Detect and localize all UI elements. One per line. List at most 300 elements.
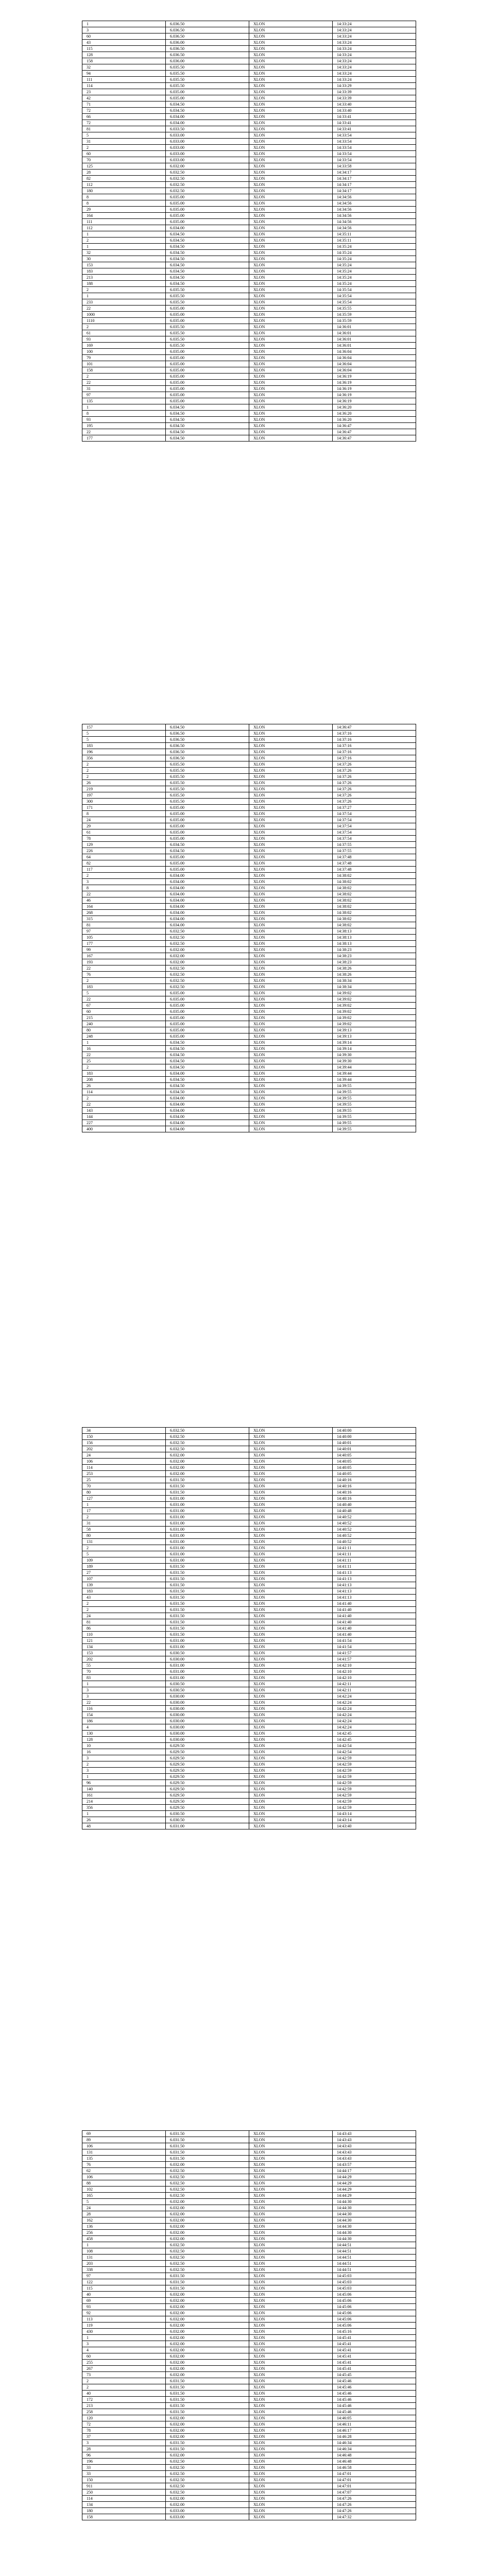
price-cell: 6.035.00 — [166, 1003, 249, 1009]
table-row — [82, 2211, 416, 2217]
volume-cell: 28 — [82, 170, 166, 176]
price-cell: 6.034.50 — [166, 244, 249, 250]
volume-cell: 22 — [82, 996, 166, 1003]
price-cell: 6.035.00 — [166, 867, 249, 873]
venue-cell: XLON — [249, 95, 333, 101]
table-row — [82, 2508, 416, 2514]
price-cell: 6.035.00 — [166, 374, 249, 380]
table-row — [82, 1792, 416, 1799]
table-row — [82, 46, 416, 52]
volume-cell: 29 — [82, 823, 166, 829]
table-row — [82, 27, 416, 33]
venue-cell: XLON — [249, 367, 333, 374]
time-cell: 14:41:54 — [333, 1644, 416, 1650]
table-row — [82, 2187, 416, 2193]
venue-cell: XLON — [249, 411, 333, 417]
price-cell: 6.034.00 — [166, 1108, 249, 1114]
table-row — [82, 120, 416, 126]
price-cell: 6.030.00 — [166, 1724, 249, 1731]
time-cell: 14:39:02 — [333, 1015, 416, 1021]
price-cell: 6.032.00 — [166, 2329, 249, 2335]
time-cell: 14:36:01 — [333, 336, 416, 343]
table-row — [82, 2255, 416, 2261]
table-row — [82, 2193, 416, 2199]
table-row — [82, 417, 416, 423]
volume-cell: 113 — [82, 2316, 166, 2323]
price-cell: 6.034.00 — [166, 225, 249, 231]
table-row — [82, 299, 416, 306]
price-cell: 6.035.50 — [166, 293, 249, 299]
time-cell: 14:37:16 — [333, 743, 416, 749]
time-cell: 14:45:06 — [333, 2298, 416, 2304]
time-cell: 14:34:17 — [333, 188, 416, 194]
table-row — [82, 1650, 416, 1656]
venue-cell: XLON — [249, 761, 333, 768]
time-cell: 14:33:29 — [333, 83, 416, 89]
price-cell: 6.032.50 — [166, 935, 249, 941]
volume-cell: 93 — [82, 2304, 166, 2310]
price-cell: 6.034.50 — [166, 256, 249, 262]
table-row — [82, 1675, 416, 1681]
time-cell: 14:45:46 — [333, 2409, 416, 2415]
time-cell: 14:41:11 — [333, 1545, 416, 1551]
venue-cell: XLON — [249, 1650, 333, 1656]
time-cell: 14:42:24 — [333, 1712, 416, 1718]
time-cell: 14:43:43 — [333, 2149, 416, 2156]
volume-cell: 131 — [82, 2255, 166, 2261]
venue-cell: XLON — [249, 1780, 333, 1786]
venue-cell: XLON — [249, 749, 333, 755]
time-cell: 14:43:43 — [333, 2131, 416, 2137]
time-cell: 14:35:24 — [333, 250, 416, 256]
volume-cell: 112 — [82, 225, 166, 231]
table-row — [82, 1669, 416, 1675]
time-cell: 14:37:26 — [333, 780, 416, 786]
volume-cell: 144 — [82, 1114, 166, 1120]
volume-cell: 158 — [82, 2514, 166, 2520]
price-cell: 6.034.50 — [166, 231, 249, 238]
venue-cell: XLON — [249, 231, 333, 238]
venue-cell: XLON — [249, 77, 333, 83]
table-row — [82, 2273, 416, 2279]
volume-cell: 81 — [82, 126, 166, 132]
time-cell: 14:35:59 — [333, 318, 416, 324]
venue-cell: XLON — [249, 904, 333, 910]
venue-cell: XLON — [249, 2162, 333, 2168]
table-row — [82, 194, 416, 200]
venue-cell: XLON — [249, 891, 333, 897]
venue-cell: XLON — [249, 207, 333, 213]
venue-cell: XLON — [249, 256, 333, 262]
time-cell: 14:43:43 — [333, 2156, 416, 2162]
price-cell: 6.032.50 — [166, 2187, 249, 2193]
time-cell: 14:37:54 — [333, 836, 416, 842]
time-cell: 14:34:56 — [333, 225, 416, 231]
venue-cell: XLON — [249, 188, 333, 194]
table-row — [82, 1496, 416, 1502]
price-cell: 6.035.50 — [166, 324, 249, 330]
table-row — [82, 879, 416, 885]
time-cell: 14:33:24 — [333, 52, 416, 58]
price-cell: 6.031.50 — [166, 2378, 249, 2384]
table-row — [82, 151, 416, 157]
venue-cell: XLON — [249, 1108, 333, 1114]
venue-cell: XLON — [249, 1582, 333, 1588]
time-cell: 14:35:24 — [333, 268, 416, 275]
table-row — [82, 1582, 416, 1588]
time-cell: 14:41:57 — [333, 1650, 416, 1656]
table-row — [82, 268, 416, 275]
volume-cell: 16 — [82, 1046, 166, 1052]
time-cell: 14:33:41 — [333, 120, 416, 126]
price-cell: 6.034.50 — [166, 268, 249, 275]
volume-cell: 26 — [82, 780, 166, 786]
table-row — [82, 1545, 416, 1551]
volume-cell: 78 — [82, 2428, 166, 2434]
table-row — [82, 1077, 416, 1083]
table-row — [82, 163, 416, 170]
time-cell: 14:44:30 — [333, 2236, 416, 2242]
venue-cell: XLON — [249, 287, 333, 293]
time-cell: 14:39:30 — [333, 1052, 416, 1058]
time-cell: 14:44:29 — [333, 2193, 416, 2199]
venue-cell: XLON — [249, 743, 333, 749]
time-cell: 14:33:39 — [333, 95, 416, 101]
price-cell: 6.035.00 — [166, 1015, 249, 1021]
volume-cell: 2 — [82, 873, 166, 879]
venue-cell: XLON — [249, 2187, 333, 2193]
time-cell: 14:34:56 — [333, 207, 416, 213]
volume-cell: 177 — [82, 435, 166, 442]
venue-cell: XLON — [249, 1737, 333, 1743]
price-cell: 6.032.50 — [166, 2471, 249, 2477]
time-cell: 14:41:40 — [333, 1619, 416, 1625]
volume-cell: 1 — [82, 1681, 166, 1687]
volume-cell: 2 — [82, 1601, 166, 1607]
time-cell: 14:35:11 — [333, 231, 416, 238]
time-cell: 14:44:30 — [333, 2205, 416, 2211]
venue-cell: XLON — [249, 1799, 333, 1805]
table-row — [82, 1712, 416, 1718]
time-cell: 14:42:11 — [333, 1681, 416, 1687]
price-cell: 6.035.00 — [166, 194, 249, 200]
time-cell: 14:35:54 — [333, 287, 416, 293]
time-cell: 14:40:52 — [333, 1533, 416, 1539]
venue-cell: XLON — [249, 2273, 333, 2279]
venue-cell: XLON — [249, 792, 333, 799]
time-cell: 14:44:29 — [333, 2180, 416, 2187]
volume-cell: 171 — [82, 805, 166, 811]
volume-cell: 76 — [82, 972, 166, 978]
time-cell: 14:41:57 — [333, 1656, 416, 1663]
price-cell: 6.034.50 — [166, 101, 249, 108]
price-cell: 6.030.00 — [166, 1700, 249, 1706]
volume-cell: 3 — [82, 1755, 166, 1761]
table-row — [82, 2446, 416, 2452]
table-row — [82, 959, 416, 965]
price-cell: 6.036.50 — [166, 743, 249, 749]
time-cell: 14:45:41 — [333, 2360, 416, 2366]
volume-cell: 89 — [82, 2137, 166, 2143]
volume-cell: 2 — [82, 1761, 166, 1768]
price-cell: 6.032.50 — [166, 188, 249, 194]
venue-cell: XLON — [249, 2384, 333, 2391]
time-cell: 14:37:54 — [333, 817, 416, 823]
table-row — [82, 200, 416, 207]
venue-cell: XLON — [249, 1071, 333, 1077]
volume-cell: 96 — [82, 2452, 166, 2459]
time-cell: 14:40:52 — [333, 1527, 416, 1533]
table-row — [82, 2217, 416, 2224]
price-cell: 6.032.00 — [166, 2304, 249, 2310]
price-cell: 6.035.00 — [166, 380, 249, 386]
time-cell: 14:35:55 — [333, 306, 416, 312]
table-row — [82, 157, 416, 163]
volume-cell: 28 — [82, 2446, 166, 2452]
table-row — [82, 380, 416, 386]
table-row — [82, 2149, 416, 2156]
table-row — [82, 2415, 416, 2421]
venue-cell: XLON — [249, 897, 333, 904]
table-row — [82, 2285, 416, 2292]
venue-cell: XLON — [249, 170, 333, 176]
volume-cell: 5 — [82, 1551, 166, 1557]
time-cell: 14:44:30 — [333, 2224, 416, 2230]
time-cell: 14:35:11 — [333, 238, 416, 244]
volume-cell: 72 — [82, 120, 166, 126]
table-row — [82, 2236, 416, 2242]
price-cell: 6.031.50 — [166, 2397, 249, 2403]
price-cell: 6.031.00 — [166, 1638, 249, 1644]
table-row — [82, 2489, 416, 2496]
price-cell: 6.031.50 — [166, 1607, 249, 1613]
table-row — [82, 1693, 416, 1700]
time-cell: 14:36:20 — [333, 411, 416, 417]
price-cell: 6.036.50 — [166, 33, 249, 40]
volume-cell: 188 — [82, 281, 166, 287]
table-row — [82, 1786, 416, 1792]
table-row — [82, 2323, 416, 2329]
volume-cell: 143 — [82, 1108, 166, 1114]
venue-cell: XLON — [249, 1095, 333, 1101]
volume-cell: 135 — [82, 398, 166, 404]
venue-cell: XLON — [249, 194, 333, 200]
price-cell: 6.031.50 — [166, 2156, 249, 2162]
price-cell: 6.032.00 — [166, 1471, 249, 1477]
price-cell: 6.032.00 — [166, 2452, 249, 2459]
venue-cell: XLON — [249, 916, 333, 922]
venue-cell: XLON — [249, 2465, 333, 2471]
table-row — [82, 1108, 416, 1114]
table-row — [82, 101, 416, 108]
table-row — [82, 1551, 416, 1557]
table-row — [82, 1619, 416, 1625]
time-cell: 14:33:24 — [333, 27, 416, 33]
table-row — [82, 330, 416, 336]
venue-cell: XLON — [249, 139, 333, 145]
venue-cell: XLON — [249, 225, 333, 231]
price-cell: 6.029.50 — [166, 1749, 249, 1755]
volume-cell: 127 — [82, 1496, 166, 1502]
time-cell: 14:36:01 — [333, 330, 416, 336]
table-row — [82, 953, 416, 959]
volume-cell: 202 — [82, 1446, 166, 1452]
table-row — [82, 33, 416, 40]
time-cell: 14:33:40 — [333, 108, 416, 114]
time-cell: 14:37:26 — [333, 792, 416, 799]
venue-cell: XLON — [249, 2434, 333, 2440]
time-cell: 14:46:48 — [333, 2459, 416, 2465]
table-row — [82, 817, 416, 823]
volume-cell: 458 — [82, 2236, 166, 2242]
venue-cell: XLON — [249, 108, 333, 114]
venue-cell: XLON — [249, 2224, 333, 2230]
price-cell: 6.032.00 — [166, 2360, 249, 2366]
price-cell: 6.032.50 — [166, 978, 249, 984]
volume-cell: 140 — [82, 1786, 166, 1792]
time-cell: 14:37:55 — [333, 848, 416, 854]
time-cell: 14:39:55 — [333, 1120, 416, 1126]
venue-cell: XLON — [249, 799, 333, 805]
venue-cell: XLON — [249, 2353, 333, 2360]
venue-cell: XLON — [249, 1040, 333, 1046]
price-cell: 6.032.50 — [166, 2242, 249, 2248]
table-row — [82, 1799, 416, 1805]
venue-cell: XLON — [249, 959, 333, 965]
venue-cell: XLON — [249, 860, 333, 867]
volume-cell: 1 — [82, 21, 166, 27]
volume-cell: 27 — [82, 1570, 166, 1576]
time-cell: 14:47:26 — [333, 2502, 416, 2508]
table-row — [82, 324, 416, 330]
time-cell: 14:36:19 — [333, 374, 416, 380]
volume-cell: 4 — [82, 1724, 166, 1731]
table-row — [82, 411, 416, 417]
venue-cell: XLON — [249, 1101, 333, 1108]
volume-cell: 114 — [82, 2496, 166, 2502]
price-cell: 6.035.00 — [166, 361, 249, 367]
volume-cell: 213 — [82, 275, 166, 281]
venue-cell: XLON — [249, 1768, 333, 1774]
price-cell: 6.035.00 — [166, 213, 249, 219]
time-cell: 14:45:03 — [333, 2273, 416, 2279]
volume-cell: 1 — [82, 1502, 166, 1508]
venue-cell: XLON — [249, 1811, 333, 1817]
volume-cell: 227 — [82, 1120, 166, 1126]
table-row — [82, 21, 416, 27]
venue-cell: XLON — [249, 2248, 333, 2255]
price-cell: 6.032.50 — [166, 1434, 249, 1440]
time-cell: 14:40:16 — [333, 1496, 416, 1502]
volume-cell: 3 — [82, 1687, 166, 1693]
table-row — [82, 2168, 416, 2174]
price-cell: 6.030.00 — [166, 1712, 249, 1718]
price-cell: 6.034.50 — [166, 238, 249, 244]
venue-cell: XLON — [249, 768, 333, 774]
time-cell: 14:39:44 — [333, 1064, 416, 1071]
table-row — [82, 2452, 416, 2459]
table-row — [82, 1632, 416, 1638]
price-cell: 6.031.50 — [166, 1632, 249, 1638]
volume-cell: 111 — [82, 77, 166, 83]
table-row — [82, 792, 416, 799]
volume-cell: 8 — [82, 811, 166, 817]
venue-cell: XLON — [249, 2316, 333, 2323]
venue-cell: XLON — [249, 854, 333, 860]
price-cell: 6.032.00 — [166, 2162, 249, 2168]
time-cell: 14:41:13 — [333, 1570, 416, 1576]
table-row — [82, 1015, 416, 1021]
volume-cell: 180 — [82, 2508, 166, 2514]
table-row — [82, 984, 416, 990]
volume-cell: 153 — [82, 1650, 166, 1656]
volume-cell: 430 — [82, 2329, 166, 2335]
venue-cell: XLON — [249, 275, 333, 281]
price-cell: 6.035.00 — [166, 1009, 249, 1015]
table-row — [82, 435, 416, 442]
venue-cell: XLON — [249, 965, 333, 972]
volume-cell: 193 — [82, 959, 166, 965]
venue-cell: XLON — [249, 336, 333, 343]
table-row — [82, 1737, 416, 1743]
price-cell: 6.035.00 — [166, 367, 249, 374]
venue-cell: XLON — [249, 262, 333, 268]
table-row — [82, 2279, 416, 2285]
table-row — [82, 2261, 416, 2267]
volume-cell: 183 — [82, 743, 166, 749]
volume-cell: 2 — [82, 978, 166, 984]
volume-cell: 78 — [82, 836, 166, 842]
table-row — [82, 774, 416, 780]
table-row — [82, 1724, 416, 1731]
price-cell: 6.034.50 — [166, 250, 249, 256]
venue-cell: XLON — [249, 1625, 333, 1632]
table-row — [82, 386, 416, 392]
price-cell: 6.032.50 — [166, 2261, 249, 2267]
volume-cell: 129 — [82, 842, 166, 848]
volume-cell: 114 — [82, 1465, 166, 1471]
price-cell: 6.032.50 — [166, 170, 249, 176]
table-row — [82, 1663, 416, 1669]
volume-cell: 255 — [82, 2360, 166, 2366]
time-cell: 14:39:02 — [333, 990, 416, 996]
table-row — [82, 1768, 416, 1774]
table-row — [82, 244, 416, 250]
volume-cell: 114 — [82, 83, 166, 89]
time-cell: 14:42:24 — [333, 1700, 416, 1706]
table-row — [82, 811, 416, 817]
volume-cell: 177 — [82, 941, 166, 947]
volume-cell: 114 — [82, 1089, 166, 1095]
volume-cell: 154 — [82, 1712, 166, 1718]
price-cell: 6.034.50 — [166, 1040, 249, 1046]
price-cell: 6.035.50 — [166, 336, 249, 343]
venue-cell: XLON — [249, 1027, 333, 1033]
venue-cell: XLON — [249, 2378, 333, 2384]
price-cell: 6.031.00 — [166, 1496, 249, 1502]
time-cell: 14:42:59 — [333, 1780, 416, 1786]
venue-cell: XLON — [249, 2267, 333, 2273]
time-cell: 14:35:54 — [333, 299, 416, 306]
time-cell: 14:38:23 — [333, 953, 416, 959]
venue-cell: XLON — [249, 842, 333, 848]
venue-cell: XLON — [249, 2415, 333, 2421]
volume-cell: 195 — [82, 423, 166, 429]
price-cell: 6.032.00 — [166, 959, 249, 965]
time-cell: 14:45:45 — [333, 2372, 416, 2378]
time-cell: 14:42:59 — [333, 1774, 416, 1780]
table-row — [82, 743, 416, 749]
